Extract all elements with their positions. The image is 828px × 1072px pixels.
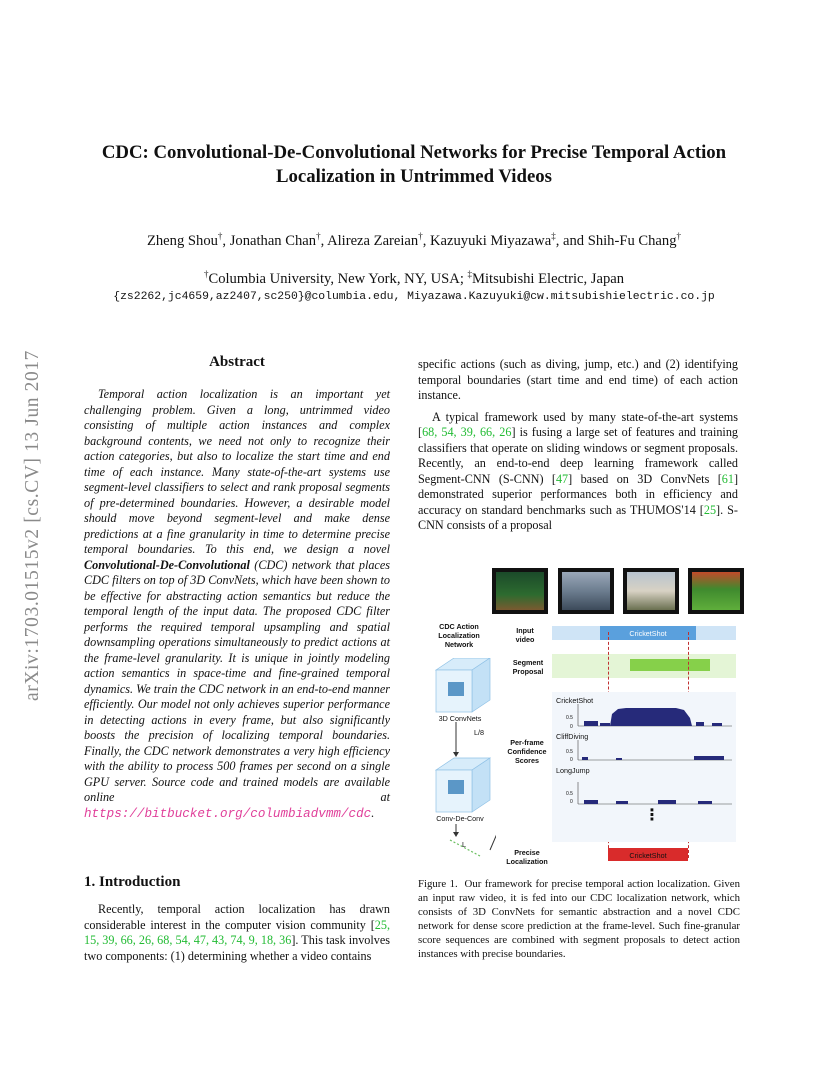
citation-link[interactable]: 25 (703, 502, 717, 517)
segment-proposal-bar (630, 659, 710, 671)
author-emails: {zs2262,jc4659,az2407,sc250}@columbia.edu, Miyazawa.Kazuyuki@cw.mitsubishielectric.co.jp (113, 291, 715, 303)
label-per-frame-scores: Per-frame Confidence Scores (507, 738, 547, 765)
abstract-text: Temporal action localization is an important yet challenging problem. Given a long, untrimmed video consisting of multiple action instances and complex background contents, we need not only to recognize their action categories, but also to localize the start time and end time of each instance. Many state-of-the-art systems use segment-level classifiers to select and rank proposal segments of pre-determined boundaries. However, a desirable model should move beyond segment-level and make dense predictions at a fine granularity in time to determine precise temporal boundaries. To this end, we design a novel Convolutional-De-Convolutional (CDC) network that places CDC filters on top of 3D ConvNets, which have been shown to be effective for abstracting action semantics but reduce the temporal length of the input data. The proposed CDC filter performs the required temporal upsampling and spatial downsampling operations simultaneously to predict actions at the frame-level granularity. It is unique in jointly modeling action semantics in space-time and fine-grained temporal dynamics. We train the CDC network in an end-to-end manner efficiently. Our model not only achieves superior performance in detecting actions in every frame, but also significantly boosts the precision of localizing temporal boundaries. Finally, the CDC network demonstrates a very high efficiency with the ability to process 500 frames per second on a single GPU server. Source code and trained models are available online at https://bitbucket.org/columbiadvmm/cdc. (84, 387, 390, 821)
label-l: L (462, 840, 466, 849)
score-chart-longjump (576, 782, 734, 806)
author-name: Shih-Fu Chang (587, 233, 677, 249)
network-diagram (426, 658, 496, 858)
class-label: CliffDiving (556, 732, 589, 741)
score-chart-cricketshot (576, 704, 734, 728)
paragraph: A typical framework used by many state-of-the-art systems [68, 54, 39, 66, 26] is fusing a large set of features and training classifiers that operate on sliding windows or segment proposals. Recently, an end-to-end deep learning framework called Segment-CNN (S-CNN) [47] based on 3D ConvNets [61] demonstrated superior performances both in efficiency and accuracy on standard benchmarks such as THUMOS'14 [25]. S-CNN consists of a proposal (418, 409, 739, 532)
video-frame (623, 568, 679, 614)
right-column-text (418, 357, 738, 534)
citation-links[interactable]: 68, 54, 39, 66, 26 (422, 425, 512, 439)
video-frame (688, 568, 744, 614)
figure-caption: Figure 1. Our framework for precise temporal action localization. Given an input raw video, it is fed into our CDC localization network, which consists of 3D ConvNets for semantic abstraction and a novel CDC network for dense score prediction at the frame-level. Such fine-granular score sequences are combined with segment proposals to detect action instances with precise boundaries. (418, 878, 740, 960)
label-l8: L/8 (474, 728, 484, 737)
label-input-video: Input video (515, 626, 535, 644)
score-chart-cliffdiving (576, 740, 734, 762)
label-cdc-network: CDC Action Localization Network (438, 622, 480, 649)
result-label: CricketShot (629, 851, 667, 860)
author-name: Jonathan Chan (229, 233, 317, 249)
video-frame (492, 568, 548, 614)
label-precise-localization: Precise Localization (506, 848, 548, 866)
intro-heading: 1. Introduction (84, 874, 181, 890)
affiliation-columbia: Columbia University, New York, NY, USA; (208, 271, 464, 287)
author-name: Zheng Shou (146, 233, 218, 249)
more-classes-ellipsis: ⋮ (644, 807, 660, 824)
cricketshot-top-label: CricketShot (629, 629, 667, 638)
affiliation-mitsubishi: Mitsubishi Electric, Japan (472, 271, 625, 287)
author-name: Alireza Zareian (327, 233, 419, 249)
author-list: Zheng Shou†, Jonathan Chan†, Alireza Zareian†, Kazuyuki Miyazawa‡, and Shih-Fu Chang† (146, 231, 682, 249)
arxiv-identifier: arXiv:1703.01515v2 [cs.CV] 13 Jun 2017 (22, 349, 43, 701)
affiliations: †Columbia University, New York, NY, USA; ‡Mitsubishi Electric, Japan (203, 269, 625, 287)
citation-link[interactable]: 47 (555, 471, 569, 486)
paper-title: CDC: Convolutional-De-Convolutional Networks for Precise Temporal Action Localization in Untrimmed Videos (101, 142, 727, 187)
code-url-link[interactable]: https://bitbucket.org/columbiadvmm/cdc (84, 806, 372, 821)
paragraph: specific actions (such as diving, jump, etc.) and (2) identifying temporal boundaries (start time and end time) of each action instance. (418, 357, 738, 402)
intro-paragraph: Recently, temporal action localization has drawn considerable interest in the computer vision community [25, 15, 39, 66, 26, 68, 54, 47, 43, 74, 9, 18, 36]. This task involves two components: (1) determining whether a video contains (84, 902, 391, 963)
figure-1: CricketShot CricketShot 0.5 0 CliffDiving 0.5 0 LongJump 0.5 0 ⋮ CricketShot CDC Action Localization Network Input video Segment Proposal 3D ConvNets L/8 Conv-De-Conv L Per-frame Confidence Scores Precise Localization (418, 568, 742, 868)
author-name: Kazuyuki Miyazawa (430, 233, 552, 249)
video-frame (558, 568, 614, 614)
class-label: CricketShot (556, 696, 594, 705)
figure-label: Figure 1. (418, 878, 458, 890)
citation-links[interactable]: 25, 15, 39, 66, 26, 68, 54, 47, 43, 74, 9, 18, 36 (84, 917, 390, 947)
abstract-heading: Abstract (209, 354, 265, 370)
label-segment-proposal: Segment Proposal (512, 658, 544, 676)
label-3d-convnets: 3D ConvNets (438, 714, 482, 723)
label-conv-de-conv: Conv-De-Conv (436, 814, 484, 823)
class-label: LongJump (556, 766, 590, 775)
citation-link[interactable]: 61 (721, 471, 734, 486)
